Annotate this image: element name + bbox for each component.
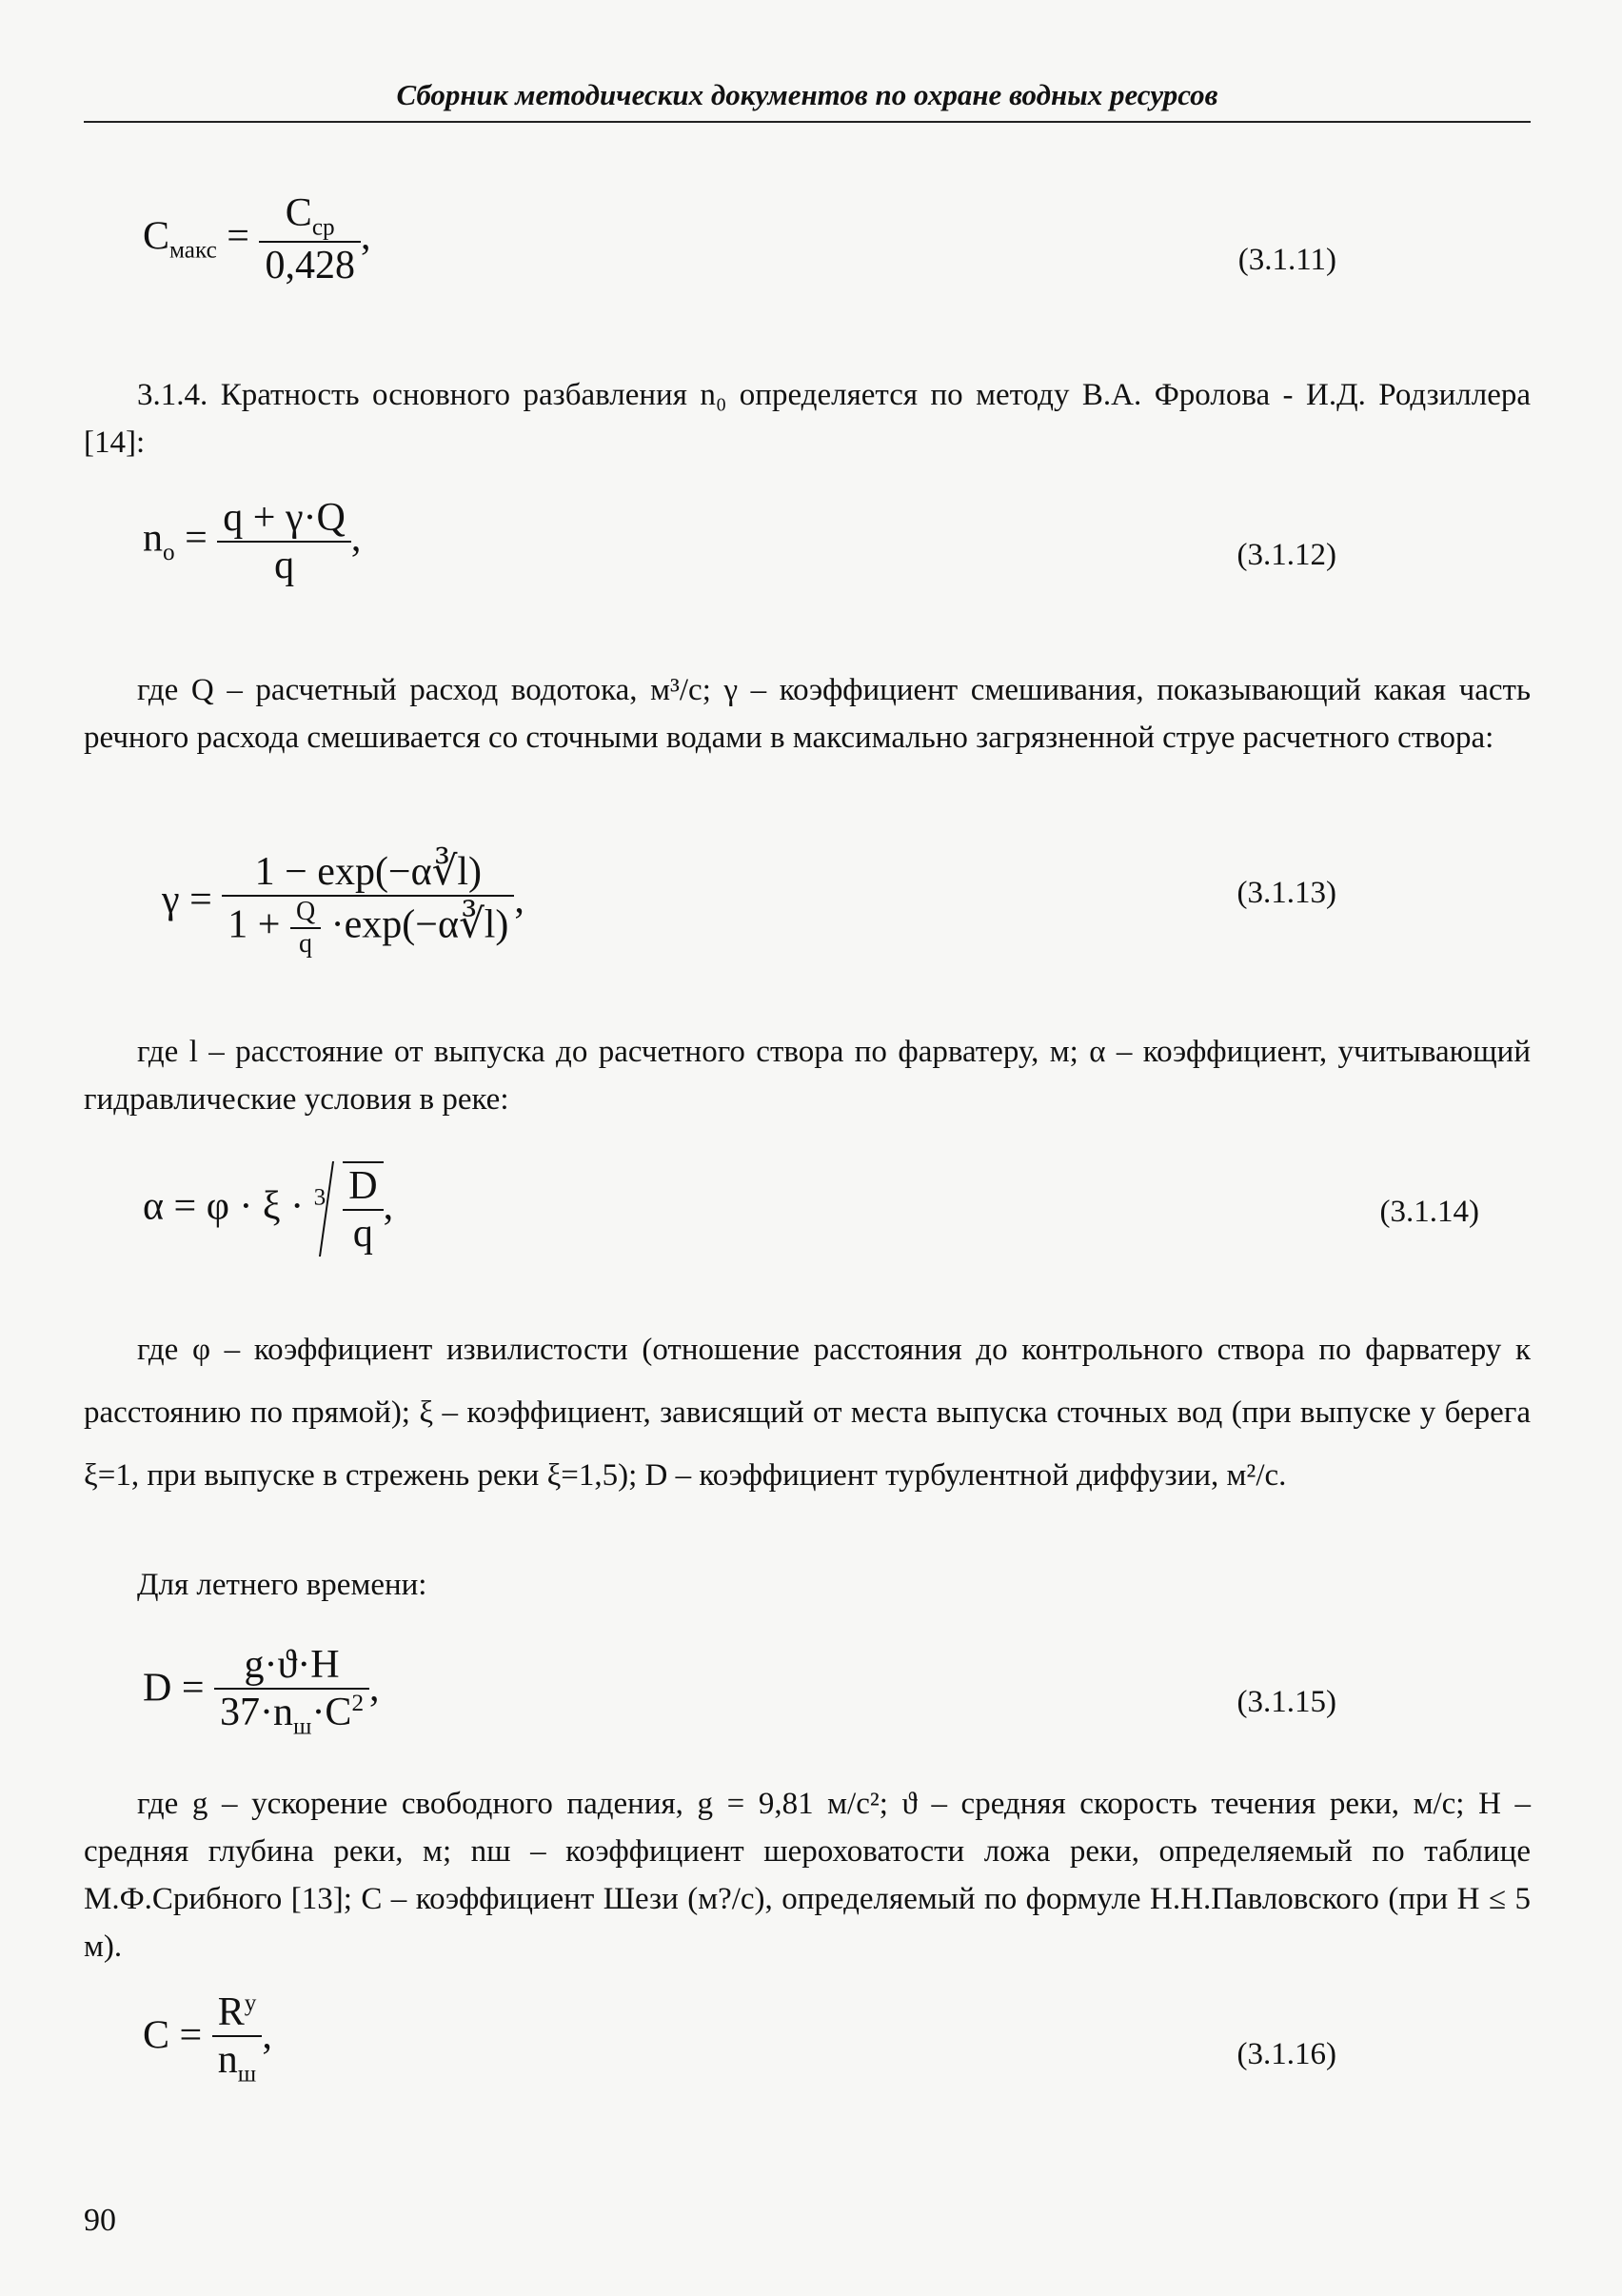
equation-number-3-1-15: (3.1.15)	[1236, 1685, 1336, 1719]
paragraph-q-gamma: где Q – расчетный расход водотока, м³/с; γ – коэффициент смешивания, показывающий какая часть речного расхода смешивается со сточными водами в максимально загрязненной струе расчетного створа:	[84, 673, 1531, 755]
equation-3-1-14: α = φ · ξ · $^3$ $\frac{D}{q}$ ,	[143, 1161, 393, 1257]
paragraph-3-1-4: 3.1.4. Кратность основного разбавления n₀ определяется по методу В.А. Фролова - И.Д. Родзиллера [14]:	[84, 378, 1531, 460]
equation-3-1-13: γ = 1 − exp(−α∛l) 1 + $\frac{Q}{q}$ ·exp(−α∛l) ,	[162, 847, 524, 960]
paragraph-phi-xi-d: где φ – коэффициент извилистости (отношение расстояния до контрольного створа по фарватеру к расстоянию по прямой); ξ – коэффициент, зависящий от места выпуска сточных вод (при выпуске у берега ξ=1, при выпуске в стрежень реки ξ=1,5); D – коэффициент турбулентной диффузии, м²/с.	[84, 1333, 1531, 1493]
equation-number-3-1-13: (3.1.13)	[1236, 876, 1336, 910]
equation-number-3-1-12: (3.1.12)	[1236, 538, 1336, 572]
equation-3-1-12: $n_o$ = $\frac{q + \gamma\cdot Q}{q}$ ,	[143, 496, 362, 587]
paragraph-g-theta: где g – ускорение свободного падения, g = 9,81 м/с²; ϑ – средняя скорость течения реки, м/с; H – средняя глубина реки, м; nш – коэффициент шероховатости ложа реки, определяемый по таблице М.Ф.Срибного [13]; C – коэффициент Шези (м?/с), определяемый по формуле Н.Н.Павловского (при H ≤ 5 м).	[84, 1787, 1531, 1964]
equation-3-1-11: $C_{макс}$ = $\frac{C_{ср}}{0,428}$ ,	[143, 191, 371, 288]
equation-number-3-1-11: (3.1.11)	[1237, 243, 1336, 277]
running-header: Сборник методических документов по охране водных ресурсов	[396, 78, 1218, 111]
paragraph-summer: Для летнего времени:	[137, 1568, 427, 1602]
equation-3-1-16: C = $\frac{R^y}{n_ш}$ ,	[143, 1990, 272, 2088]
equation-number-3-1-16: (3.1.16)	[1236, 2037, 1336, 2071]
equation-3-1-15: D = $\frac{g\cdot ϑ\cdot H}{37\cdot n_ш\cdot C^2}$ ,	[143, 1643, 380, 1740]
page-number: 90	[84, 2203, 116, 2238]
equation-number-3-1-14: (3.1.14)	[1379, 1195, 1479, 1229]
paragraph-l-alpha: где l – расстояние от выпуска до расчетного створа по фарватеру, м; α – коэффициент, учитывающий гидравлические условия в реке:	[84, 1035, 1531, 1117]
header-rule	[84, 121, 1531, 123]
